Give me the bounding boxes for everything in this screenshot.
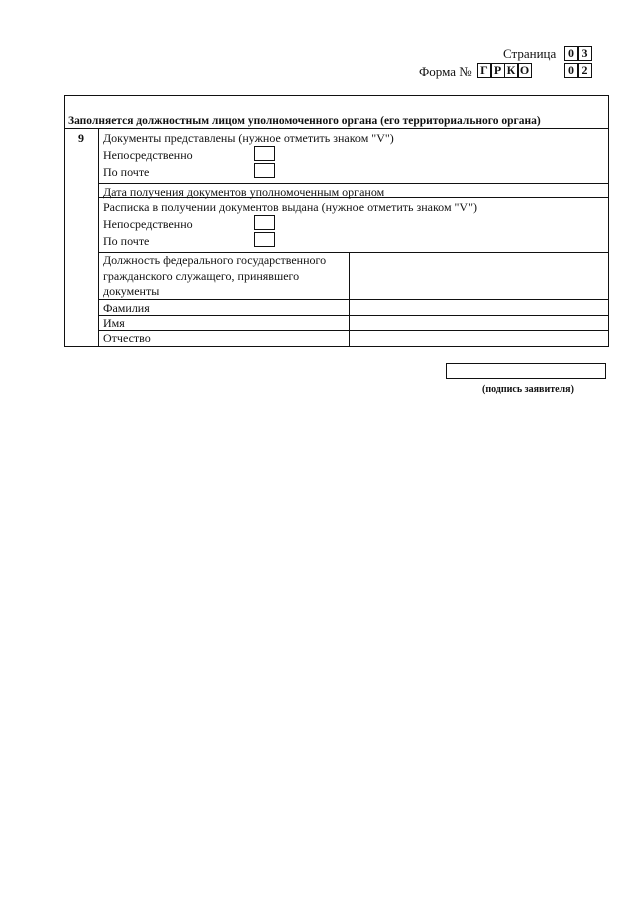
receipt-direct-checkbox[interactable] (254, 215, 275, 230)
signature-box[interactable] (446, 363, 606, 379)
patronymic-label: Отчество (103, 331, 151, 345)
position-label-line3: документы (103, 284, 160, 298)
date-received-label: Дата получения документов уполномоченным органом (103, 185, 385, 199)
surname-input[interactable] (351, 300, 607, 314)
receipt-mail-label: По почте (103, 234, 150, 248)
docs-submitted-label: Документы представлены (нужное отметить знаком "V") (103, 131, 394, 145)
position-label-line1: Должность федерального государственного (103, 253, 327, 267)
page-digit-2: 3 (577, 46, 592, 61)
form-digit-cells (565, 63, 592, 78)
receipt-issued-label: Расписка в получении документов выдана (нужное отметить знаком "V") (103, 200, 477, 214)
submitted-direct-label: Непосредственно (103, 148, 193, 162)
surname-label: Фамилия (103, 301, 150, 315)
section-number: 9 (78, 131, 84, 145)
form-label: Форма № (419, 64, 472, 79)
section-title: Заполняется должностным лицом уполномоченного органа (его территориального органа) (68, 115, 541, 127)
form-letter-2: Р (490, 63, 505, 78)
form-letter-1: Г (477, 63, 492, 78)
signature-caption: (подпись заявителя) (482, 384, 574, 395)
page-digit-1: 0 (564, 46, 579, 61)
submitted-mail-checkbox[interactable] (254, 163, 275, 178)
row-divider-1 (98, 183, 609, 184)
receipt-mail-checkbox[interactable] (254, 232, 275, 247)
form-code-cells (478, 63, 532, 78)
submitted-direct-checkbox[interactable] (254, 146, 275, 161)
form-letter-3: К (504, 63, 519, 78)
position-input[interactable] (351, 254, 607, 298)
form-digit-2: 2 (577, 63, 592, 78)
page-label: Страница (503, 46, 557, 61)
receipt-direct-label: Непосредственно (103, 217, 193, 231)
title-divider (64, 128, 609, 129)
form-digit-1: 0 (564, 63, 579, 78)
row-divider-2 (98, 197, 609, 198)
patronymic-input[interactable] (351, 331, 607, 345)
page-number-cells (565, 46, 592, 61)
name-label: Имя (103, 316, 125, 330)
submitted-mail-label: По почте (103, 165, 150, 179)
position-label-line2: гражданского служащего, принявшего (103, 269, 300, 283)
form-letter-4: О (517, 63, 532, 78)
name-input[interactable] (351, 316, 607, 330)
